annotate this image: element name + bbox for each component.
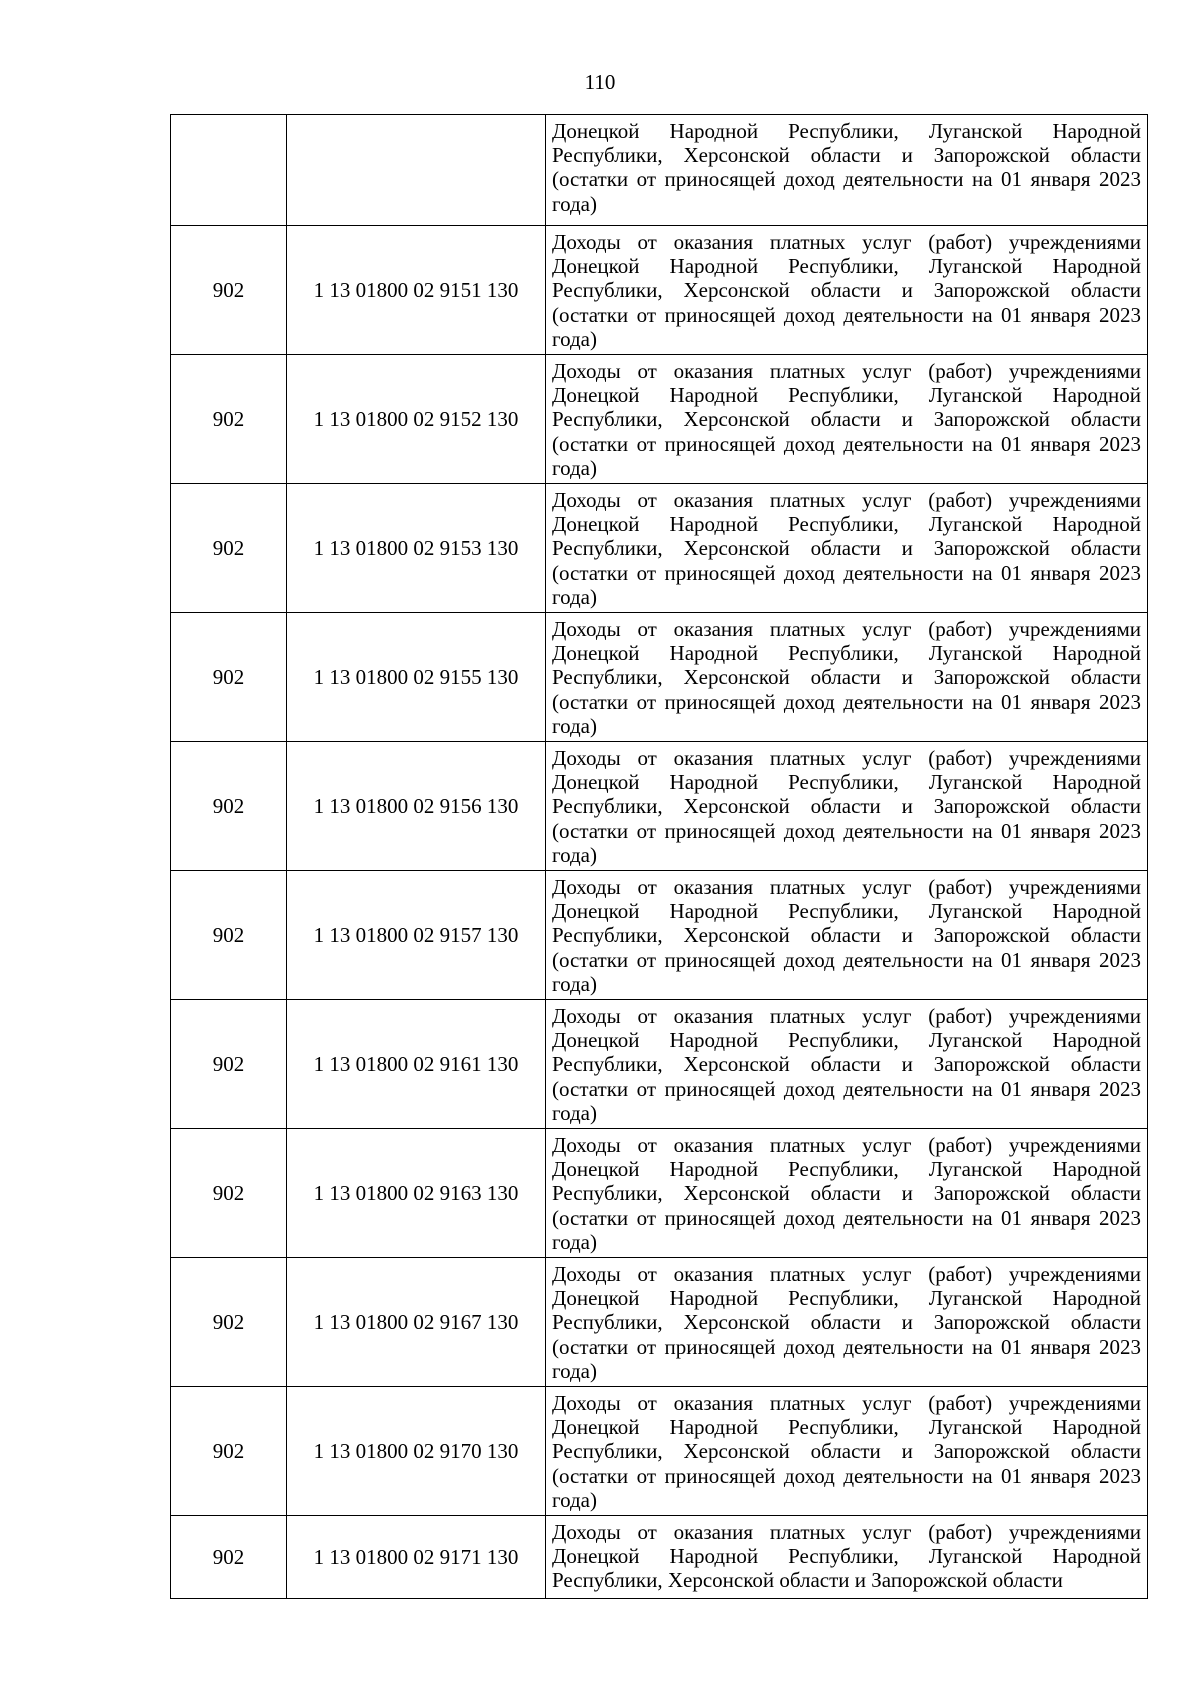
income-code-cell: 1 13 01800 02 9157 130	[287, 871, 546, 1000]
income-code-cell: 1 13 01800 02 9152 130	[287, 355, 546, 484]
income-code-cell	[287, 115, 546, 226]
description-cell: Доходы от оказания платных услуг (работ) учреждениями Донецкой Народной Республики, Луганской Народной Республики, Херсонской области и Запорожской области (остатки от приносящей доход деятельности на 01 января 2023 года)	[546, 1387, 1148, 1516]
table-row	[171, 115, 1148, 226]
admin-code-cell	[171, 115, 287, 226]
table-row	[171, 613, 1148, 742]
admin-code-cell: 902	[171, 1258, 287, 1387]
table-row	[171, 1129, 1148, 1258]
income-code-cell: 1 13 01800 02 9155 130	[287, 613, 546, 742]
description-cell: Доходы от оказания платных услуг (работ) учреждениями Донецкой Народной Республики, Луганской Народной Республики, Херсонской области и Запорожской области (остатки от приносящей доход деятельности на 01 января 2023 года)	[546, 1000, 1148, 1129]
table-row	[171, 484, 1148, 613]
description-cell: Доходы от оказания платных услуг (работ) учреждениями Донецкой Народной Республики, Луганской Народной Республики, Херсонской области и Запорожской области	[546, 1516, 1148, 1599]
description-cell: Доходы от оказания платных услуг (работ) учреждениями Донецкой Народной Республики, Луганской Народной Республики, Херсонской области и Запорожской области (остатки от приносящей доход деятельности на 01 января 2023 года)	[546, 613, 1148, 742]
table-row	[171, 355, 1148, 484]
admin-code-cell: 902	[171, 1387, 287, 1516]
admin-code-cell: 902	[171, 1516, 287, 1599]
description-cell: Доходы от оказания платных услуг (работ) учреждениями Донецкой Народной Республики, Луганской Народной Республики, Херсонской области и Запорожской области (остатки от приносящей доход деятельности на 01 января 2023 года)	[546, 1129, 1148, 1258]
income-code-cell: 1 13 01800 02 9151 130	[287, 226, 546, 355]
admin-code-cell: 902	[171, 226, 287, 355]
table-row	[171, 1000, 1148, 1129]
table-row	[171, 871, 1148, 1000]
admin-code-cell: 902	[171, 1000, 287, 1129]
income-code-cell: 1 13 01800 02 9167 130	[287, 1258, 546, 1387]
table-row	[171, 1258, 1148, 1387]
admin-code-cell: 902	[171, 613, 287, 742]
description-cell: Доходы от оказания платных услуг (работ) учреждениями Донецкой Народной Республики, Луганской Народной Республики, Херсонской области и Запорожской области (остатки от приносящей доход деятельности на 01 января 2023 года)	[546, 355, 1148, 484]
admin-code-cell: 902	[171, 871, 287, 1000]
description-cell: Доходы от оказания платных услуг (работ) учреждениями Донецкой Народной Республики, Луганской Народной Республики, Херсонской области и Запорожской области (остатки от приносящей доход деятельности на 01 января 2023 года)	[546, 742, 1148, 871]
income-code-cell: 1 13 01800 02 9171 130	[287, 1516, 546, 1599]
table-row	[171, 742, 1148, 871]
income-code-cell: 1 13 01800 02 9170 130	[287, 1387, 546, 1516]
income-codes-table	[170, 114, 1148, 1599]
admin-code-cell: 902	[171, 742, 287, 871]
income-code-cell: 1 13 01800 02 9156 130	[287, 742, 546, 871]
admin-code-cell: 902	[171, 355, 287, 484]
income-code-cell: 1 13 01800 02 9163 130	[287, 1129, 546, 1258]
table-row	[171, 226, 1148, 355]
table-row	[171, 1387, 1148, 1516]
income-code-cell: 1 13 01800 02 9153 130	[287, 484, 546, 613]
description-cell: Доходы от оказания платных услуг (работ) учреждениями Донецкой Народной Республики, Луганской Народной Республики, Херсонской области и Запорожской области (остатки от приносящей доход деятельности на 01 января 2023 года)	[546, 1258, 1148, 1387]
income-code-cell: 1 13 01800 02 9161 130	[287, 1000, 546, 1129]
table-row	[171, 1516, 1148, 1599]
description-cell: Доходы от оказания платных услуг (работ) учреждениями Донецкой Народной Республики, Луганской Народной Республики, Херсонской области и Запорожской области (остатки от приносящей доход деятельности на 01 января 2023 года)	[546, 226, 1148, 355]
description-cell: Доходы от оказания платных услуг (работ) учреждениями Донецкой Народной Республики, Луганской Народной Республики, Херсонской области и Запорожской области (остатки от приносящей доход деятельности на 01 января 2023 года)	[546, 484, 1148, 613]
admin-code-cell: 902	[171, 1129, 287, 1258]
admin-code-cell: 902	[171, 484, 287, 613]
description-cell: Донецкой Народной Республики, Луганской Народной Республики, Херсонской области и Запорожской области (остатки от приносящей доход деятельности на 01 января 2023 года)	[546, 115, 1148, 226]
description-cell: Доходы от оказания платных услуг (работ) учреждениями Донецкой Народной Республики, Луганской Народной Республики, Херсонской области и Запорожской области (остатки от приносящей доход деятельности на 01 января 2023 года)	[546, 871, 1148, 1000]
page-number: 110	[584, 70, 616, 94]
